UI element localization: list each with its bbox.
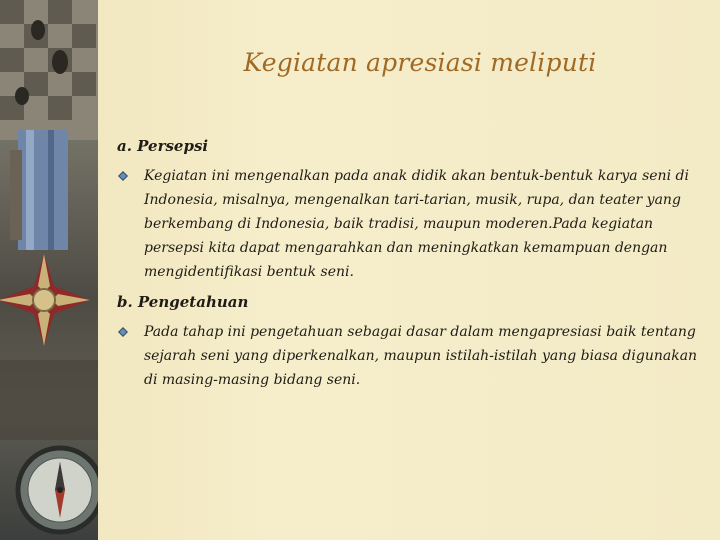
- bullet-text-pengetahuan: Pada tahap ini pengetahuan sebagai dasar dalam mengapresiasi baik tentang sejarah seni yang diperkenalkan, maupun istilah-istilah yang biasa digunakan di masing-masing bidang seni.: [144, 324, 698, 388]
- medals-and-compass-image: [0, 0, 98, 540]
- section-heading-pengetahuan: b. Pengetahuan: [117, 293, 249, 311]
- bullet-item-persepsi: [117, 164, 707, 284]
- bullet-item-pengetahuan: [117, 320, 707, 392]
- diamond-bullet-icon: [118, 171, 128, 181]
- bullet-text-persepsi: Kegiatan ini mengenalkan pada anak didik akan bentuk-bentuk karya seni di Indonesia, misalnya, mengenalkan tari-tarian, musik, rupa, dan teater yang berkembang di Indonesia, baik tradisi, maupun moderen.Pada kegiatan persepsi kita dapat mengarahkan dan meningkatkan kemampuan dengan mengidentifikasi bentuk seni.: [144, 168, 689, 280]
- section-heading-persepsi: a. Persepsi: [117, 137, 209, 155]
- slide-content: [117, 134, 707, 398]
- slide-title: Kegiatan apresiasi meliputi: [243, 48, 597, 77]
- diamond-bullet-icon: [118, 327, 128, 337]
